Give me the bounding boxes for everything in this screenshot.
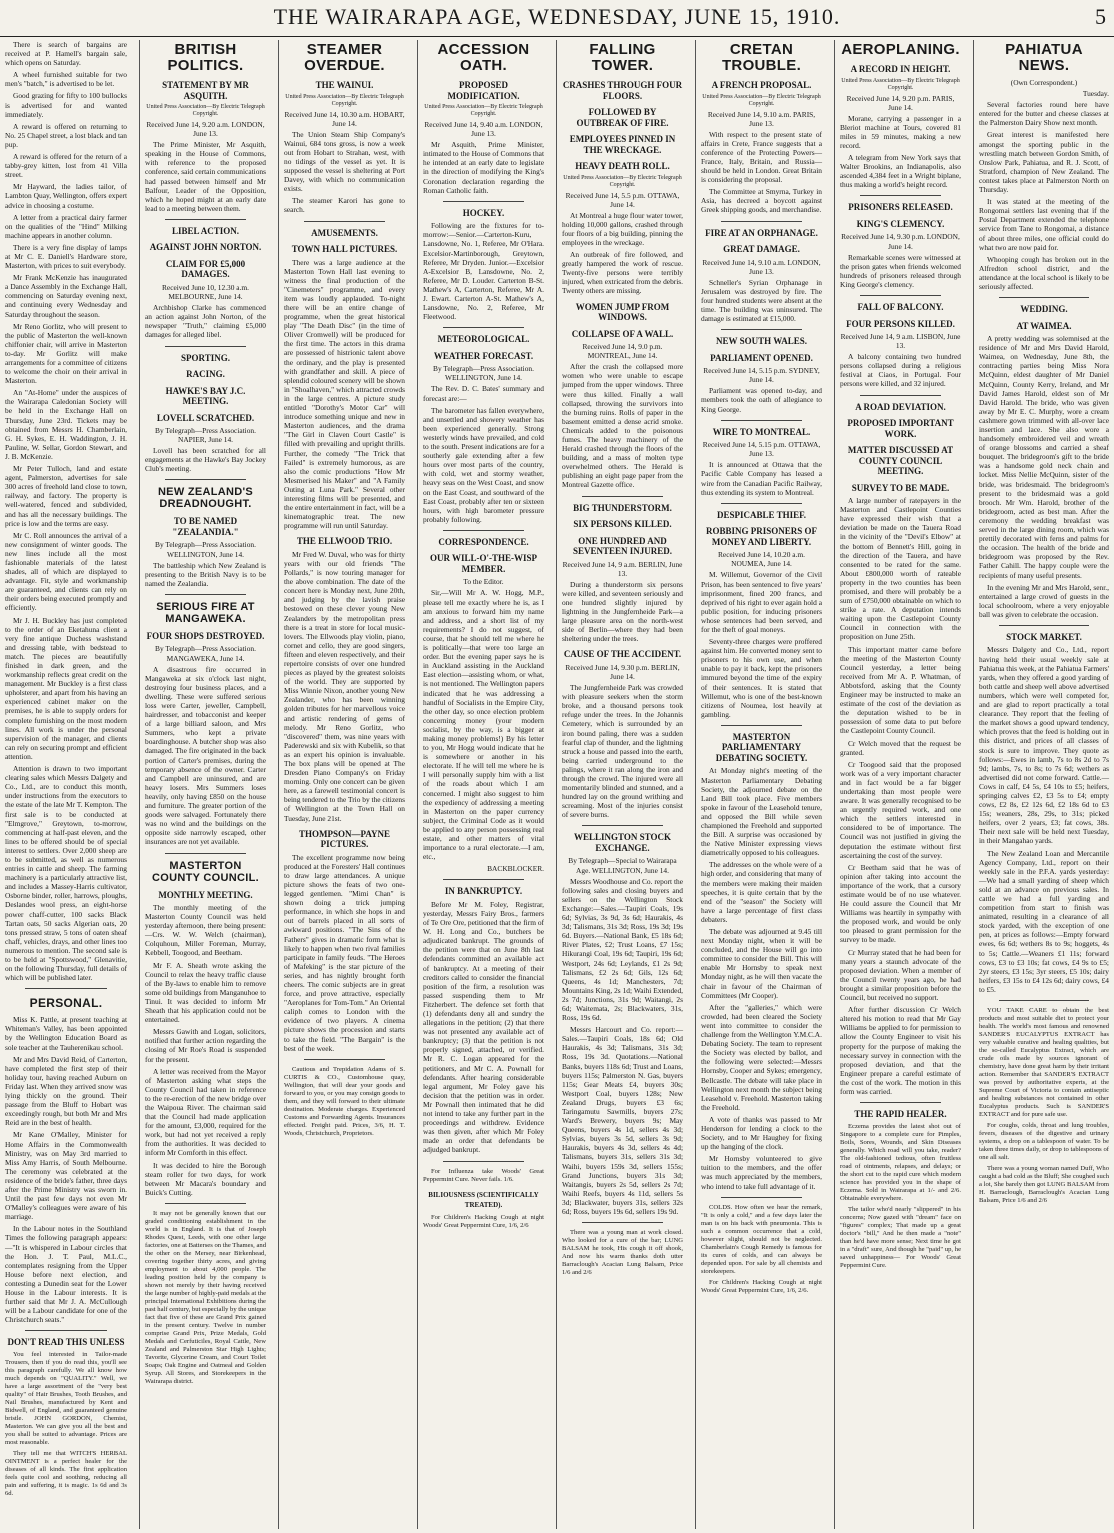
article-subhead: WIRE TO MONTREAL. bbox=[712, 426, 811, 437]
advert-text: You feel interested in Tailor-made Trousers, then if you do read this, you'll see this paragraph carefully. We all know how much depends on "QUALITY." Well, we have a large assortment of the "very best quality" of Hair Brushes, Tooth Brushes, and Nail Brushes, manufactured by Kent and Bidwell, of England, and guaranteed genuine bristle. JOHN GORDON, Chemist, Masterton. We can give you all the best and you shall be suited to advantage. Prices are most reasonable. bbox=[5, 1350, 127, 1446]
article-subhead: HEAVY DEATH ROLL. bbox=[575, 161, 670, 171]
article-subhead: CAUSE OF THE ACCIDENT. bbox=[563, 649, 682, 660]
article-subhead: WEDDING. bbox=[1020, 304, 1068, 315]
dateline: Received June 14, 9.30 p.m. LONDON, June 14. bbox=[841, 232, 960, 251]
dateline: Received June 14, 10.20 a.m. NOUMEA, June 14. bbox=[717, 550, 806, 569]
article-text: The Union Steam Ship Company's Wainui, 684 tons gross, is now a week out from Hobart to Strahan, west, with no tidings of the vessel as yet. It is supposed the vessel is sheltering at Port Davey, with which no communication exists. bbox=[284, 129, 405, 194]
divider bbox=[443, 879, 524, 880]
article-text: After further discussion Cr Welch altered his motion to read that Mr Gay Williams be applied to for permission to allow the County Engineer to visit his property for the purpose of making the necessary survey in connection with the proposed deviation, and that the Engineer prepare a careful estimate of the cost of the work. The motion in this form was carried. bbox=[840, 1005, 961, 1096]
advert-text: For coughs, colds, throat and lung troubles, fevers, diseases of the digestive and urinary systems, a drop on a tablespoon of water. To be taken three times daily, or drop to tablespoons of one all salt. bbox=[979, 1122, 1109, 1162]
article-subhead: SIX PERSONS KILLED. bbox=[573, 519, 672, 530]
article-headline: PAHIATUA NEWS. bbox=[1005, 41, 1083, 74]
article-text: The addresses on the whole were of a high order, and considering that many of the members were making their maiden speeches, it is quite certain that by the end of the "season" the Society will have a large percentage of first class debaters. bbox=[701, 860, 822, 924]
article-subhead: LOVELL SCRATCHED. bbox=[156, 412, 255, 423]
article-text: A disastrous fire occurred in Mangaweka at six o'clock last night, destroying four business places, and a dwelling. These were suffered serious loss were Carter, jeweller, Campbell, hairdresser, and tobacconist and keeper of a large billiard saloon, and Mrs Summers, who kept a private boardinghouse. A butcher shop was also damaged. The fire originated in the back portion of Carter's premises, during the temporary absence of the owner. Carter and Campbell are uninsured, and are heavy losers. Mrs Summers loses heavily, only having £850 on the house and furniture. The greater portion of the goods were salvaged. Fortunately there was no wind and the buildings on the opposite side narrowly escaped, other insurances are not yet available. bbox=[145, 664, 266, 847]
dateline: By Telegraph—Special to Wairarapa Age. WELLINGTON, June 14. bbox=[568, 856, 677, 875]
article-text: Cr Beetham said that he was of opinion after taking into account the importance of the work, that a cursory estimate would be of no use whatever. He could assure the Council that Mr Williams was heartily in sympathy with the proposed work, and would be only too pleased to grant permission for the survey to be made. bbox=[840, 862, 961, 945]
dateline: Received June 14, 9 a.m. BERLIN, June 13. bbox=[562, 559, 683, 578]
article-subhead: FALL OF BALCONY. bbox=[857, 302, 944, 312]
article-subhead: IN BANKRUPTCY. bbox=[444, 886, 523, 897]
article-headline: NEW ZEALAND'S DREADNOUGHT. bbox=[157, 486, 254, 511]
divider bbox=[721, 329, 802, 330]
article-subhead: BIG THUNDERSTORM. bbox=[573, 502, 672, 513]
divider bbox=[443, 1161, 524, 1162]
article-subhead: DESPICABLE THIEF. bbox=[716, 509, 807, 520]
advert-heading: THE RAPID HEALER. bbox=[854, 1109, 947, 1120]
article-subhead: WEATHER FORECAST. bbox=[433, 350, 534, 361]
article-text: At Monday night's meeting of the Masterton Parliamentary Debating Society, the adjourned debate on the Land Bill took place. Five members spoke in favour of the Leasehold tenure, and opposed the Bill while seven championed the Freehold and supported the Bill. A surprise was occasioned by the Native Minister expressing views diametrically opposed to his colleagues. bbox=[701, 766, 822, 858]
divider bbox=[721, 503, 802, 504]
divider bbox=[165, 853, 246, 854]
article-subhead: CRASHES THROUGH FOUR FLOORS. bbox=[562, 80, 683, 101]
column-steamer-overdue bbox=[278, 40, 410, 1529]
article-subhead: MASTERTON PARLIAMENTARY DEBATING SOCIETY. bbox=[715, 731, 808, 763]
article-subhead: MATTER DISCUSSED AT COUNTY COUNCIL MEETING. bbox=[847, 445, 954, 477]
divider bbox=[443, 201, 524, 202]
wire-credit: United Press Association—By Electric Telegraph Copyright. bbox=[424, 104, 543, 117]
article-text: A balcony containing two hundred persons collapsed during a religious festival at Ciaos, in Portugal. Four persons were killed, and 32 injured. bbox=[840, 352, 961, 389]
article-text: The Rev. D. C. Bates' summary and forecast are:— bbox=[423, 384, 544, 403]
article-subhead: PRISONERS RELEASED. bbox=[848, 202, 953, 213]
article-subhead: EMPLOYEES PINNED IN THE WRECKAGE. bbox=[569, 134, 676, 155]
article-subhead: AGAINST JOHN NORTON. bbox=[149, 242, 262, 253]
article-text: The Jungfernheide Park was crowded with pleasure seekers when the storm broke, and a thousand persons took refuge under the trees. In the Johannis Cemetery, which is surrounded by an iron bound paling, there was a sudden fearful clap of thunder, and the lightning struck a house and passed into the earth, being carried underground to the palings, where it ran along the iron and through the crowd. The injured were all momentarily blinded and stunned, and a hundred lay on the ground writhing and screaming. Most of the injuries consist of severe burns. bbox=[562, 683, 683, 820]
article-text: The Prime Minister, Mr Asquith, speaking in the House of Commons, with reference to the proposed conference, said certain communications had passed between himself and Mr Balfour, Leader of the Opposition, which he hoped might at an early date lead to a meeting between them. bbox=[145, 140, 266, 213]
article-text: Messrs Harcourt and Co. report:—Sales.—Taupiri Coals, 18s 6d; Old Haurakis, 4s 3d; Talismans, 31s 3d; Ross, 19s 3d. Quotations.—National Banks, buyers 118s 6d; Trust and Loans, buyers 115s; Palmerston N. Gas, buyers 115s; Gear Meats £4, buyers 30s; Westport Coal, buyers 128s; New Zealand Drugs, buyers £3 6s; Taringamutu Sawmills, buyers 27s; Ward's Brewery, buyers 9s; May Queens, buyers 4s 1d, sellers 4s 3d; Sylvias, buyers 3s 5d, sellers 3s 9d; Haurakis, buyers 4s 3d, sellers 4s 4d; Talismans, buyers 31s, sellers 31s 3d; Waihi, buyers 159s 3d, sellers 155s; Grand Junctions, buyers 31s 3d; Waitangis, buyers 2s 5d, sellers 2s 7d; Waihi Reefs, buyers 4s 11d, sellers 5s 3d; Blackwater, buyers 31s, sellers 32s 6d; Ross, buyers 19s 6d, sellers 19s 9d. bbox=[562, 1025, 683, 1217]
article-subhead: CLAIM FOR £5,000 DAMAGES. bbox=[165, 258, 246, 280]
divider bbox=[582, 496, 663, 497]
article-headline: STEAMER OVERDUE. bbox=[304, 41, 385, 74]
article-subhead: A RECORD IN HEIGHT. bbox=[850, 64, 951, 74]
local-note: Good grazing for fifty to 100 bullocks is advertised for and wanted immediately. bbox=[5, 91, 127, 119]
column-aeroplaning bbox=[834, 40, 966, 1529]
local-note: There is a very fine display of lamps at Mr C. E. Daniell's Hardware store, Masterton, with prices to suit everybody. bbox=[5, 242, 127, 271]
article-subhead: GREAT DAMAGE. bbox=[723, 244, 800, 255]
article-subhead: KING'S CLEMENCY. bbox=[856, 218, 945, 229]
article-subhead: THOMPSON—PAYNE PICTURES. bbox=[298, 828, 390, 850]
personal-note: Miss K. Pattle, at present teaching at Whiteman's Valley, has been appointed by the Wellington Education Board as sole teacher at the Tauherenikau school. bbox=[5, 1015, 127, 1052]
article-subhead: COLLAPSE OF A WALL. bbox=[571, 328, 674, 339]
article-text: A pretty wedding was solemnised at the residence of Mr and Mrs David Harold, Waimea, on Wednesday, June 8th, the contracting parties being Miss Nora McQuinn, eldest daughter of Mr Daniel McQuinn, County Kerry, Ireland, and Mr David James Harold, eldest son of Mr David Harold. The bride, who was given away by Mr E. C. Murphy, wore a cream cashmere gown trimmed with all-over lace insertion and lace. She also wore a handsomely embroidered veil and wreath of orange blossoms and carried a sheaf bouquet. The bridegroom's gift to the bride was a handsome gold neck chain and locket. Miss Nellie McQuinn, sister of the bride, was bridesmaid. The bridegroom's present to the bridesmaid was a gold brooch. Mr Wm. Harold, brother of the bridegroom, acted as best man. After the ceremony the wedding breakfast was served in the large dining room, which was prettily decorated with ferns and palms for the occasion. The health of the bride and bridegroom was proposed by the Rev. Father Cahill. The happy couple were the recipients of many useful presents. bbox=[979, 334, 1109, 580]
wire-credit: United Press Association—By Electric Telegraph Copyright. bbox=[841, 77, 960, 91]
dateline: Received June 14, 5.5 p.m. OTTAWA, June 14. bbox=[565, 190, 680, 209]
article-subhead: A FRENCH PROPOSAL. bbox=[711, 80, 812, 90]
divider bbox=[721, 420, 802, 421]
article-subhead: OUR WILL-O'-THE-WISP MEMBER. bbox=[429, 553, 538, 574]
section-heading: PERSONAL. bbox=[29, 996, 103, 1011]
column-pahiatua-news bbox=[973, 40, 1114, 1529]
advert-heading: BILIOUSNESS (SCIENTIFICALLY TREATED). bbox=[428, 1190, 539, 1209]
article-subhead: TO BE NAMED "ZEALANDIA." bbox=[172, 516, 239, 537]
article-subhead: STOCK MARKET. bbox=[1006, 631, 1082, 642]
local-note: A reward is offered on returning to No. 25 Chapel street, a lost black and tan pup. bbox=[5, 121, 127, 149]
article-text: Archbishop Clarke has commenced an action against John Norton, of the newspaper "Truth," claiming £5,000 damages for alleged libel. bbox=[145, 303, 266, 340]
article-text: Morane, carrying a passenger in a Bleriot machine at Tours, covered 81 miles in 59 minutes, making a new record. bbox=[840, 113, 961, 150]
letter-signature: BACKBLOCKER. bbox=[487, 864, 544, 874]
article-subhead: NEW SOUTH WALES. bbox=[716, 336, 807, 347]
dateline: By Telegraph—Press Association. MANGAWEKA, June 14. bbox=[155, 644, 256, 663]
article-text: Following are the fixtures for to-morrow:—Senior.—Carterton-Kuru, Lansdowne, No. 1, Referee, Mr O'Hara. Excelsior-Martinborough, Greytown, Referee, Mr Dryden. Junior.—Excelsior A-Excelsior B, Lansdowne, No. 2, Referee, Mr D. Louder. Carterton B-St. Mathew's A, Carterton, Referee, Mr A. J. Ewart. Carterton A-St. Mathew's A, Lansdowne, No. 2, Referee, Mr Fleetwood. bbox=[423, 221, 544, 322]
article-subhead: FOUR SHOPS DESTROYED. bbox=[146, 630, 265, 641]
article-subhead: HOCKEY. bbox=[462, 207, 505, 218]
article-text: A large number of ratepayers in the Masterton and Castlepoint Counties have expressed their wish that a deviation be made on the Tauera Road in the vicinity of the "Devil's Elbow" at the bottom of Bennett's Hill, going in the direction of the Tauera, and have consented to be rated for the same. About £800,000 worth of rateable property in the two counties has been promised, and there will probably be a sum of £750,000 obtainable on which to strike a rate. A deputation intends waiting upon the Castlepoint County Council in connection with the proposition on June 25th. bbox=[840, 496, 961, 642]
advert-text: They tell me that WITCH'S HERBAL OINTMENT is a perfect healer for the diseases of all kinds. The first application feels quite cool and soothing, reducing all pain and suffering, it is magic. 1s 6d and 3s 6d. bbox=[5, 1449, 127, 1497]
local-note: A letter from a practical dairy farmer on the qualities of the "Hind" Milking machine appears in another column. bbox=[5, 212, 127, 240]
article-text: The New Zealand Loan and Mercantile Agency Company, Ltd., report on their weekly sale in the P.F.A. yards yesterday:—We had a small yarding of sheep which sold at an advance on previous sales. In cattle we had a full yarding and competition from start to finish was animated, resulting in a clearance of all stock yarded, with the exception of one pen, at prices as follows:—Empty forward ewes, 6s 6d; wethers 8s to 9s; hoggets, 4s to 5s; Cattle.—Weaners £1 11s; forward cows, £3 to £3 10s; fat cows, £4 9s to £5; 2yr steers, £3 15s; 3yr steers, £5 10s; dairy heifers, £3 15s to £4 12s 6d; dairy cows, £4 to £5. bbox=[979, 848, 1109, 994]
dateline: Tuesday. bbox=[1082, 89, 1109, 99]
article-text: The battleship which New Zealand is presenting to the British Navy is to be named the Zealandia. bbox=[145, 560, 266, 588]
divider bbox=[25, 1330, 107, 1331]
article-headline: MASTERTON COUNTY COUNCIL. bbox=[152, 859, 259, 884]
divider bbox=[582, 1222, 663, 1223]
advert-text: For Children's Hacking Cough at night Woods' Great Peppermint Cure, 1/6, 2/6 bbox=[423, 1213, 544, 1229]
dateline: By Telegraph—Press Association. WELLINGTON, June 14. bbox=[155, 540, 256, 559]
divider bbox=[860, 295, 941, 296]
article-text: Several factories round here have entered for the butter and cheese classes at the Palmerston Dairy Show next month. bbox=[979, 100, 1109, 128]
divider bbox=[165, 219, 246, 220]
divider bbox=[443, 530, 524, 531]
article-text: Mr F. A. Sheath wrote asking the Council to relax the heavy traffic clause of the By-laws to enable him to remove some old buildings from Manganuhoe to Tinui. It was decided to inform Mr Sheath that his application could not be entertained. bbox=[145, 960, 266, 1025]
advert-text: YOU TAKE CARE to obtain the best products and most suitable diet to protect your health. The world's most famous and renowned SANDER'S EUCALYPTUS EXTRACT has very valuable curative and healing qualities, but the so-called Eucalyptus Extract, which are crude oils made by sources ignorant of chemistry, have done great harm by their irritant action. Remember that SANDER'S EXTRACT was proved by authoritative experts, at the Supreme Court of Victoria to contain antiseptic and healing substances not contained in other Eucalyptus products. Such is SANDER'S EXTRACT and for pure safe use. bbox=[979, 1007, 1109, 1119]
article-subhead: WOMEN JUMP FROM WINDOWS. bbox=[575, 301, 670, 323]
divider bbox=[443, 327, 524, 328]
column-cretan-trouble bbox=[695, 40, 827, 1529]
wire-credit: United Press Association—By Electric Telegraph Copyright. bbox=[563, 174, 682, 188]
article-text: The debate was adjourned at 9.45 till next Monday night, when it will be concluded, and the House will go into committee to consider the Bill. This will enable Mr Hornsby to speak next Monday night, as he will then vacate the chair in favour of the Chairman of Committees (Mr Cooper). bbox=[701, 927, 822, 1000]
article-headline: CRETAN TROUBLE. bbox=[721, 41, 802, 74]
column-accession-oath bbox=[417, 40, 549, 1529]
divider bbox=[860, 395, 941, 396]
divider bbox=[165, 346, 246, 347]
wire-credit: United Press Association—By Electric Telegraph Copyright. bbox=[702, 93, 821, 107]
article-text: A telegram from New York says that Walter Brookins, an Indianapolis, also ascended 4,384 feet in a Wright biplane, thus making a world's height record. bbox=[840, 153, 961, 190]
article-text: Mr Hornsby volunteered to give tuition to the members, and the offer was much appreciated by the members, who intend to take full advantage of it. bbox=[701, 1154, 822, 1191]
article-subhead: METEOROLOGICAL. bbox=[437, 334, 530, 345]
article-text: Messrs Gawith and Logan, solicitors, notified that further action regarding the closing of Mr Roe's Road is suspended for the present. bbox=[145, 1027, 266, 1064]
advert-text: For Influenza take Woods' Great Peppermint Cure. Never fails. 1/6. bbox=[423, 1167, 544, 1183]
local-note: Mr Frank McKenzie has inaugurated a Dance Assembly in the Exchange Hall, commencing on Saturday evening next, and continuing every Wednesday and Saturday throughout the season. bbox=[5, 273, 127, 319]
article-text: In the evening Mr and Mrs Harold, senr., entertained a large crowd of guests in the local schoolroom, where a very enjoyable ball was given to celebrate the occasion. bbox=[979, 582, 1109, 619]
wire-credit: United Press Association—By Electric Telegraph Copyright. bbox=[285, 93, 404, 107]
article-subhead: SURVEY TO BE MADE. bbox=[851, 482, 950, 493]
article-text: It is announced at Ottawa that the Pacific Cable Company has leased a wire from the Canadian Pacific Railway, thus extending its system to Montreal. bbox=[701, 460, 822, 497]
article-text: Before Mr M. Foley, Registrar, yesterday, Messrs Fairy Bros., farmers of Te Ore Ore, petitioned that the firm of W. H. Long and Co., butchers be adjudicated bankrupt. The grounds of the petition were that on June 8th last defendants committed an available act of bankruptcy. At a meeting of their creditors called to consider the financial position of the firm, a resolution was passed suspending them to Mr Fitzherbert. The defence set forth that (1) defendants deny all and sundry the allegations in the petition; (2) that there was not presented any available act of bankruptcy; (3) that the petition is not properly signed, attached, or verified. Mr R. C. Logan appeared for the petitioners, and Mr C. A. Pownall for defendants. After hearing considerable legal argument, Mr Foley gave his decision that the petition was in order. Mr Pownall then intimated that he did not intend to take any further part in the proceedings and withdrew. Evidence was then given, after which Mr Foley made an order that defendants be adjudged bankrupt. bbox=[423, 899, 544, 1155]
divider bbox=[582, 825, 663, 826]
dateline: Received June 14, 9.20 p.m. PARIS, June 14. bbox=[846, 93, 955, 112]
article-subhead: STATEMENT BY MR ASQUITH. bbox=[162, 80, 249, 101]
article-subhead: THE WAINUI. bbox=[315, 80, 374, 90]
article-text: A vote of thanks was passed to Mr Henderson for lending a clock to the Society, and to Mr Haughey for fixing up the hanging of the clock. bbox=[701, 1114, 822, 1152]
dateline: Received June 14, 9.0 p.m. MONTREAL, June 14. bbox=[582, 342, 663, 361]
article-subhead: HAWKE'S BAY J.C. MEETING. bbox=[165, 385, 246, 406]
divider bbox=[165, 1203, 246, 1204]
dateline: Received June 14, 9 a.m. LISBON, June 13. bbox=[840, 332, 961, 351]
local-note: Mr C. Roll announces the arrival of a new consignment of winter goods. The new lines include all the most fashionable materials of the latest shades, all of which are displayed to advantage. Fit, style and workmanship are guaranteed, and clients can rely on their orders being executed promptly and efficiently. bbox=[5, 530, 127, 613]
column-british-politics bbox=[139, 40, 271, 1529]
article-text: Messrs Woodhouse and Co. report the following sales and closing buyers and sellers on the Wellington Stock Exchange:—Sales.—Taupiri Coals, 19s 6d; Sylvias, 3s 9d, 3s 6d; Haurakis, 4s 3d; Talismans, 31s 3d; Ross, 19s 3d; 19s 6d. Buyers.—National Bank, £5 18s 6d; River Plates, £2; Trust Loans, £7 15s; Hikurangi Coal, 19s 6d; Taupiri, 19s 6d; Westport, 24s 6d; Leylands, £1 2s 9d; Talismans, £2 2s 6d; Gils, 12s 6d; Queens, 4s 1d; Manchesters, 7d; Mountains King, 2s 1d; Waihi Extended, 2s 7d; Junctions, 31s 9d; Waitangi, 2s 6d; Waitemata, 2s; Blackwaters, 31s, Ross, 19s 6d. bbox=[562, 876, 683, 1023]
article-text: Lovell has been scratched for all engagements at the Hawke's Bay Jockey Club's meeting. bbox=[145, 446, 266, 474]
local-note: Mr Peter Tulloch, land and estate agent, Palmerston, advertises for sale 300 acres of freehold land close to town, railway, and factory. The property is well-watered, fenced and subdivided, and has all the necessary buildings. The price is low and the terms are easy. bbox=[5, 464, 127, 528]
article-headline: ACCESSION OATH. bbox=[437, 41, 530, 74]
article-text: At Montreal a huge flour water tower, holding 10,000 gallons, crashed through four floors of a big building, pinning the employees in the wreckage. bbox=[562, 210, 683, 247]
divider bbox=[999, 625, 1089, 626]
divider bbox=[165, 594, 246, 595]
article-text: After the crash the collapsed more women who were unable to escape jumped from the upper windows. Three were thus killed. Finally a wall collapsed, throwing the survivors into the burning ruins. Rolls of paper in the basement emitted a dense acrid smoke. Chemicals added to the poisonous fumes. The heavy machinery of the Herald crashed through the floors of the building, and a mass of molten type overwhelmed others. The Herald is publishing an eight page paper from the Montreal Gazette office. bbox=[562, 362, 683, 490]
advert-text: COLDS. How often we hear the remark, "It is only a cold," and a few days later the man is on his back with pneumonia. This is such a common occurrence that a cold, however slight, should not be neglected. Chamberlain's Cough Remedy is famous for its cures of colds, and can always be depended upon. For sale by all chemists and storekeepers. bbox=[701, 1203, 822, 1275]
article-text: The monthly meeting of the Masterton County Council was held yesterday afternoon, there being present:—Crs. W. W. Welch (chairman), Colquhoun, Miller Foreman, Murray, Kebbell, Toogood, and Beetham. bbox=[145, 903, 266, 958]
letter-text: Sir,—Will Mr A. W. Hogg, M.P., please tell me exactly where he is, as I am anxious to forward him my name and address, and a short list of my requirements? I do not suggest, of course, that he should tell me where he is politically—that were too large an order. But the evening paper says he is in Auckland assisting in the Auckland East election—assisting whom, or what, is not mentioned. The Wellington papers indicated that he was addressing a handful of Socialists in the Empire City, the other day, so once election problem concerning money (your modern socialist, by the way, is a bigger at making money problems!) By his letter to you, Mr Hogg would indicate that he is somewhere or another in his electorate. If he will tell me where he is I will personally supply him with a list of the roads about which I am concerned. I might also suggest to him the expediency of addressing a meeting in Masterton on the paper currency subject, the Criminal Code as it would be applied to any person possessing real estate, and other matters of vital importance to a rural electorate.—I am, etc., bbox=[423, 588, 544, 862]
personal-note: Mr Kane O'Malley, Minister for Home Affairs in the Commonwealth Ministry, was on May 3rd married to Miss Amy Harris, of South Melbourne. The ceremony was celebrated at the residence of the bride's father, three days after the Prime Ministry was sworn in. Until the past few days not even Mr O'Malley's colleagues were aware of his marriage. bbox=[5, 1130, 127, 1222]
advert-text: It may not be generally known that our graded conditioning establishment in the world is in England. It is that of Joseph Rhodes Quest, Leeds, with one other large factories, one at Batterses on the Thames, and the other on the Mersey, near Birkenhead, covering together thirty acres, and giving employment to about 4,000 people. The leading position held by the company is shown not merely by their having received the large number of highly-paid medals at the principal International Exhibitions during the past half century, but especially by the unique fact that five of these are Grand Prix gained in the present century. Twelve in number comprise Grand Prix, Prize Medals, Gold Medals and Cerfuticiles, Royal Cattle, New Zealand and Palmerston Star High Lights; Tavorite, Glycerine Cream, and Court Toilet Soaps; Oak Engine and Oatmeal and Golden Syrup. All Stores, and Storekeepers in the Wairarapa district. bbox=[145, 1209, 266, 1385]
article-subhead: ROBBING PRISONERS OF MONEY AND LIBERTY. bbox=[705, 526, 818, 547]
article-text: During a thunderstorm six persons were killed, and seventeen seriously and one hundred slightly injured by lightning in the Jungfernheide Park—a large pleasure area on the north-west side of Berlin—where they had been sheltering under the trees. bbox=[562, 579, 683, 644]
local-note: Mr Hayward, the ladies tailor, of Lambton Quay, Wellington, offers expert advice in choosing a costume. bbox=[5, 182, 127, 210]
wire-credit: United Press Association—By Electric Telegraph Copyright. bbox=[146, 104, 265, 117]
page-number: 5 bbox=[1095, 4, 1106, 29]
article-subhead: A ROAD DEVIATION. bbox=[855, 401, 946, 412]
article-text: An outbreak of fire followed, and greatly hampered the work of rescue. Twenty-five persons were terribly injured, when extricated from the debris. Twenty others are missing. bbox=[562, 250, 683, 296]
article-text: Whooping cough has broken out in the Alfredton school district, and the attendance at the local school is likely to be seriously affected. bbox=[979, 254, 1109, 291]
article-headline: AEROPLANING. bbox=[841, 41, 960, 58]
article-text: The barometer has fallen everywhere, and unsettled and showery weather has been experienced generally. Strong westerly winds have prevailed, and cold to the south. Present indications are for a southerly gale extending after a few hours over most parts of the country, with cold, wet and stormy weather, heavy seas on the West Coast, and snow on the East Coast, and southward of the East Coast, probably after ten or sixteen hours, with high barometer pressure probably following. bbox=[423, 405, 544, 524]
dateline: Received June 10, 12.30 a.m. MELBOURNE, June 14. bbox=[161, 282, 250, 302]
article-subhead: FOUR PERSONS KILLED. bbox=[846, 318, 955, 329]
local-note: There is search of bargains are received at P. Hamell's bargain sale, which opens on Saturday. bbox=[5, 40, 127, 68]
local-note: A wheel furnished suitable for two men's "batch," is advertised to be let. bbox=[5, 70, 127, 89]
dateline: By Telegraph—Press Association. NAPIER, June 14. bbox=[155, 426, 256, 445]
dateline: Received June 14, 5.15 p.m. OTTAWA, June 13. bbox=[702, 440, 821, 459]
article-text: It was stated at the meeting of the Rongomai settlers last evening that if the Postal Department extended the telephone service from Tane to Rongomai, a distance of about three miles, one official could do what two are now paid for. bbox=[979, 197, 1109, 252]
article-text: Seventy-three charges were proffered against him. He converted money sent to prisoners to his own use, and when unable to pay it back, kept the prisoners immured beyond the time of the expiry of their sentences. It is stated that Willemut, who is one of the best-known citizens of Noumea, lost heavily at gambling. bbox=[701, 637, 822, 719]
column-local-notes bbox=[0, 40, 132, 1529]
article-text: Schneller's Syrian Orphanage in Jerusalem was destroyed by fire. The four hundred students were absent at the time. The building was uninsured. The damage is estimated at £15,000. bbox=[701, 277, 822, 324]
article-subhead: ONE HUNDRED AND SEVENTEEN INJURED. bbox=[572, 535, 673, 557]
advert-text: Eczema provides the latest shot out of Singapore to a complete cure for Pimples, Boils, Sores, Wounds, and Skin Diseases generally. Which road will you take, reader? The old-fashioned tedious, often fruitless road of ointments, relapses, and delays; or the short cut to the rapid cure which modern science has provided you in the shape of Eczema. Sold in Wairarapa at 1/- and 2/6. Obtainable everywhere. bbox=[840, 1122, 961, 1202]
local-note: Attention is drawn to two important clearing sales which Messrs Dalgety and Co., Ltd., are to conduct this month, under instructions from the executors to the estate of the late Mr T. Kempton. The first sale is to be conducted at "Elmgrove," Greytown, to-morrow, commencing at half-past eleven, and the lines to be offered should be of special interest to settlers. Over 2,000 sheep are to be submitted, as well as numerous entries in cattle and sheep. The farming machinery is a particularly attractive list, and includes a Massey-Harris cultivator, Osborne binder, roller, harrows, ploughs, Deslandes wool press, an eight-horse power chaff-cutter, 100 sacks Black Tartan oats, 50 sacks Algerian oats, 20 tons pressed straw, 5 tons of oaten sheaf chaff, vehicles, drays, and other lines too numerous to mention. The second sale is to be held at "Spottswood," Glenavitie, on the following Thursday, full details of which will be published later. bbox=[5, 764, 127, 983]
article-text: Parliament was opened to-day, and members took the oath of allegiance to King George. bbox=[701, 386, 822, 414]
article-text: The Committee at Smyrna, Turkey in Asia, has decreed a boycott against Greek shipping goods, and merchandise. bbox=[701, 187, 822, 215]
article-headline: SERIOUS FIRE AT MANGAWEKA. bbox=[156, 600, 255, 625]
divider bbox=[860, 1102, 941, 1103]
advert-text: There was a young woman named Duff, Who caught a bad cold as the Bluff; She coughed such a lot, She barely then got LUNG BALSAM from H. Barraclough, Barraclough's Acacian Lung Balsam, Price 1/6 and 2/6 bbox=[979, 1165, 1109, 1205]
advert-text: For Children's Hacking Cough at night Woods' Great Peppermint Cure, 1/6, 2/6. bbox=[701, 1278, 822, 1294]
article-text: Cr Toogood said that the proposed work was of a very important character and in fact would be a far bigger undertaking than most people were aware. It was generally recognised to be an urgently required work, and one which the settlers interested in considered to be of importance. The Council was not justified in giving the deputation the estimate without first ascertaining the cost of the survey. bbox=[840, 759, 961, 860]
article-subhead: FOLLOWED BY OUTBREAK OF FIRE. bbox=[576, 107, 669, 128]
article-text: There was a large audience at the Masterton Town Hall last evening to witness the final production of the "Cinemeters" programme, and every item was loudly applauded. To-night there will be an entire change of programme, when the great historical play "The Death Disc" (in the time of Oliver Cromwell) will be produced for the first time. The actors in this drama are possessed of histrionic talent above the ordinary, and the play is presented with grandfather and skill. A piece of splendid coloured scenery will be shown in "Shoalhaven," which attracted crowds in the large centres. A picture study entitled "Dorothy's Motor Car" will introduce something unique and new in Masterton audiences, and the drama "The Girl in Claven Court Castle" is filled with prevailing and upright thrills. Further, the comedy "The Trick that Failed" is extremely humorous, as are also the comic productions "How Mr Mesmerised his Maker" and "A Family Outing at Luna Park." Several other interesting films will be presented, and the entire entertainment in fact, will be a kinematographic treat. The new programme will run until Saturday. bbox=[284, 257, 405, 531]
article-headline: FALLING TOWER. bbox=[589, 41, 656, 74]
article-text: M. Willemut, Governor of the Civil Prison, has been sentenced to five years' imprisonment, fined 200 francs, and deprived of his right to ever again hold a public position, for inducing prisoners whose sentences had been served, and for the theft of goal moneys. bbox=[701, 570, 822, 634]
article-subhead: AMUSEMENTS. bbox=[311, 227, 378, 238]
article-text: This important matter came before the meeting of the Masterton County Council yesterday, a letter being received from Mr A. P. Whatman, of Abbotsford, asking that the County Engineer may be instructed to make an estimate of the cost of the deviation as the deputation wished to be in possession of some data to put before the Castlepoint County Council. bbox=[840, 644, 961, 736]
divider bbox=[721, 725, 802, 726]
article-text: It was decided to hire the Borough steam roller for two days, for work between Mr Macara's boundary and Buick's Cutting. bbox=[145, 1160, 266, 1197]
advert-text: There was a young man at work closed. Who looked for a cure of the bar; LUNG BALSAM he took, His cough it off shook, And now his warm thanks doth utter Barraclough's Acacian Lung Balsam, Price 1/6 and 2/6 bbox=[562, 1229, 683, 1277]
article-subhead: PROPOSED MODIFICATION. bbox=[447, 80, 520, 101]
masthead bbox=[0, 0, 1114, 37]
dateline: Received June 14, 9.20 a.m. LONDON, June 13. bbox=[146, 120, 265, 139]
personal-note: In the Labour notes in the Southland Times the following paragraph appears:—"It is whispered in Labour circles that the Hon. J. T. Paul, M.L.C., contemplates resigning from the Upper House before next election, and contesting a Dunedin seat for the Lower House in the Labour interests. It is further said that Mr J. A. McCullough will be a Labour candidate for one of the Christchurch seats." bbox=[5, 1224, 127, 1325]
article-text: Cr Murray stated that he had been for many years a staunch advocate of the proposed deviation. When a member of the Council twenty years ago, he had brought a similar proposition before the Council, but received no support. bbox=[840, 947, 961, 1003]
article-text: With respect to the present state of affairs in Crete, France suggests that a conference of the Protecting Powers—France, Italy, Britain, and Russia—should be held in London. Great Britain is considering the proposal. bbox=[701, 129, 822, 185]
divider bbox=[304, 221, 385, 222]
article-text: Cr Welch moved that the request be granted. bbox=[840, 738, 961, 757]
article-subhead: PROPOSED IMPORTANT WORK. bbox=[847, 418, 954, 439]
article-text: A letter was received from the Mayor of Masterton asking what steps the County Council had taken in reference to the re-erection of the new bridge over the Waipoua River. The chairman said that the Council had made application for the amount, £3,000, required for the work, but had not yet received a reply from the authorities. It was decided to inform Mr Cornforth in this effect. bbox=[145, 1066, 266, 1158]
dateline: Received June 14, 9.30 p.m. BERLIN, June 14. bbox=[565, 662, 680, 681]
dateline: Received June 14, 10.30 a.m. HOBART, June 14. bbox=[284, 109, 405, 128]
article-subhead: SPORTING. bbox=[181, 352, 230, 363]
divider bbox=[721, 221, 802, 222]
divider bbox=[25, 988, 107, 989]
divider bbox=[860, 195, 941, 196]
dateline: Received June 14, 5.15 p.m. SYDNEY, June 14. bbox=[703, 366, 820, 385]
divider bbox=[999, 1000, 1089, 1001]
article-text: The steamer Karori has gone to search. bbox=[284, 196, 405, 215]
local-note: A reward is offered for the return of a tabby-grey kitten, lost from 41 Villa street. bbox=[5, 152, 127, 180]
dateline: By Telegraph—Press Association. WELLINGTON, June 14. bbox=[433, 364, 534, 383]
divider bbox=[721, 1197, 802, 1198]
column-falling-tower bbox=[556, 40, 688, 1529]
article-subhead: AT WAIMEA. bbox=[1016, 320, 1072, 331]
article-headline: BRITISH POLITICS. bbox=[167, 41, 244, 74]
advert-text: The tailor who'd nearly "slippered" in his concerns; Now gazed with "dream" face on "figures" complex; That made up a great doctor's "bill," And he then made a "note" than he'd have more sense; Next time he got in a "draft" sure, And though he "paid" up, he saved unhappiness— For Woods' Great Peppermint Cure. bbox=[840, 1205, 961, 1269]
article-text: The excellent programme now being produced at the Foresters' Hall continues to draw large attendances. A unique picture shows the feats of two one-legged gentlemen. "Mimi Chan" is shown doing a trick jumping performance, in which she hops in and out of barrels placed in all sorts of awkward positions. "The Sins of the Fathers" gives in dramatic form what is likely to happen when two rival families participate in family feuds. "The Heroes of Mafeking" is the star picture of the series, and has nightly brought forth cheers. The comic subjects are in great force, and prove attractive, especially "Aeroplanes for Tom-Tom." An Oriental caliph comes to London with the evidence of two players. A cinema picture shows the procession and starts to take the field. "The Bargain" is the best of the week. bbox=[284, 852, 405, 1053]
byline: (Own Correspondent.) bbox=[1010, 78, 1078, 87]
masthead-title: THE WAIRARAPA AGE, WEDNESDAY, JUNE 15, 1910. bbox=[273, 4, 841, 29]
article-text: Mr Asquith, Prime Minister, intimated to the House of Commons that he intended at an early date to legislate in the direction of modifying the King's Coronation declaration regarding the Roman Catholic faith. bbox=[423, 140, 544, 195]
article-subhead: MONTHLY MEETING. bbox=[158, 889, 253, 900]
article-subhead: LIBEL ACTION. bbox=[171, 225, 240, 236]
local-note: An "At-Home" under the auspices of the Wairarapa Caledonian Society will be held in the Exchange Hall on Thursday, June 23rd. Tickets may be obtained from Messrs H. Chamberlain, G. H. Sykes, E. H. Waddington, J. H. Pauline, W. Sellar, Gordon Stewart, and J. B. McKenzie. bbox=[5, 388, 127, 461]
article-subhead: PARLIAMENT OPENED. bbox=[710, 352, 813, 363]
article-text: Mr Fred W. Duval, who was for thirty years with our old friends "The Pollards," is now touring manager for the above combination. The date of the concert here is Monday next, June 20th, and judging by the lavish praise bestowed on these clever young New Zealanders by the metropolitan press there is a treat in store for local music-lovers. The Ellwoods play violin, piano, cornet and cello, they are good singers, fifteen and eleven respectively, and their repertoire consists of over one hundred pieces as played by the greatest soloists of the world. They are supported by Miss Winnie Nixon, another young New Zealander, who has been winning golden tributes for her marvellous voice and artistic rendering of gems of melody. Mr Reno Gorlitz, who "discovered" them, was nine years with Paderewski and six with Kubelik, so that as an expert his opinion is invaluable. The box plans will be opened at The Dresden Piano Company's on Friday morning. Only one concert can be given here, as a farewell testimonial concert is being tendered to the Trio by the citizens of Wellington at the Town Hall on Tuesday, June 21st. bbox=[284, 549, 405, 823]
article-text: Great interest is manifested here amongst the sporting public in the wrestling match between Gordon Smith, of Onslow Park, Pahiatua, and R. J. Scott, of Stratford, champion of New Zealand. The contest takes place at Palmerston North on Thursday. bbox=[979, 130, 1109, 195]
salutation: To the Editor. bbox=[463, 577, 504, 587]
divider bbox=[165, 479, 246, 480]
article-subhead: THE ELLWOOD TRIO. bbox=[296, 536, 393, 547]
local-note: Mr Reno Gorlitz, who will present to the public of Masterton the well-known chiffonier chair, will arrive in Masterton to-day. Mr Gorlitz will make arrangements for a committee of citizens to welcome the choir on their arrival in Masterton. bbox=[5, 321, 127, 386]
article-subhead: TOWN HALL PICTURES. bbox=[291, 244, 398, 255]
article-text: After the "galleries," which were crowded, had been cleared the Society went into committee to consider the challenge from the Wellington Y.M.C.A. Debating Society. The team to represent the Society was elected by ballot, and the following were selected:—Messrs Hornsby, Cooper and Sykes; emergency, Bellcastle. The debate will take place in Wellington next month the subject being Leasehold v. Freehold. Masterton taking the Freehold. bbox=[701, 1002, 822, 1112]
article-subhead: RACING. bbox=[186, 369, 225, 379]
article-text: Messrs Dalgety and Co., Ltd., report having held their usual weekly sale at Pahiatua this week, at the Pahiatua Farmers' yards, when they offered a good yarding of both cattle and sheep well above advertised numbers, which were well competed for, and are glad to report practically a total clearance. They report that the feeling of the market shows a good upward tendency, which proves that the feed is holding out in this district, and prices of all classes of stock is sure to improve. They quote as follows:—Ewes in lamb, 7s to 8s 2d to 7s 9d; lambs, 7s, to 8s; to 7s 6d; wethers as advertised did not come forward. Cattle.—Cows in calf, £4 5s, £4 10s to £5; heifers, springing calves £2, £3 5s to £4; empty cows, £2 8s, £2 12s 6d, £2 18s 6d to £3 15s; weaners, 28s, 29s, to 31s; picked heifers, over 2 years, £3; fat cows, 38s. Their next sale will be held next Tuesday, in their Mangahao yards. bbox=[979, 645, 1110, 846]
personal-note: Mr and Mrs David Reid, of Carterton, have completed the first step of their holiday tour, having reached Auburn on Friday last. When they arrived snow was lying thickly on the ground. Their passage from the Bluff to Hobart was exceedingly rough, but both Mr and Mrs Reid are in the best of health. bbox=[5, 1054, 127, 1128]
dateline: Received June 14, 9.10 a.m. LONDON, June 13. bbox=[702, 257, 821, 276]
article-subhead: WELLINGTON STOCK EXCHANGE. bbox=[574, 832, 671, 853]
article-text: Remarkable scenes were witnessed at the prison gates when friends welcomed hundreds of prisoners released through King George's clemency. bbox=[840, 252, 961, 289]
divider bbox=[304, 1059, 385, 1060]
dateline: Received June 14, 9.10 a.m. PARIS, June 13. bbox=[707, 109, 816, 128]
advert-heading: DON'T READ THIS UNLESS bbox=[7, 1337, 125, 1348]
local-note: Mr J. H. Buckley has just completed to the order of an Eketahuna client a very fine antique Duchess washstand and dressing table, with bedstead to match. The pieces are beautifully finished in dark green, and the workmanship reflects great credit on the management. Mr Buckley is a first class upholsterer, and apart from his having an experienced cabinet maker on the premises, he is able to supply orders for complete furnishing on the most modern lines. All work is under the personal supervision of the manager, and clients can rely on securing prompt and efficient attention. bbox=[5, 615, 127, 761]
article-subhead: CORRESPONDENCE. bbox=[438, 536, 529, 547]
advert-text: Cautious and Trepidation Adams of S. CURTIS & CO., Customhouse quay, Wellington, that will dear your goods and forward to you, or you may consign goods to them, and they will forward to their ultimate destination. Moderate charges. Experienced Customs and Forwarding Agents. Insurances effected. Freight paid. Prices, 3/6, H. T. Woods, Christchurch, Proprietors. bbox=[284, 1065, 405, 1137]
article-subhead: FIRE AT AN ORPHANAGE. bbox=[705, 227, 818, 238]
dateline: Received June 14, 9.40 a.m. LONDON, June 13. bbox=[424, 120, 543, 139]
divider bbox=[999, 297, 1089, 298]
